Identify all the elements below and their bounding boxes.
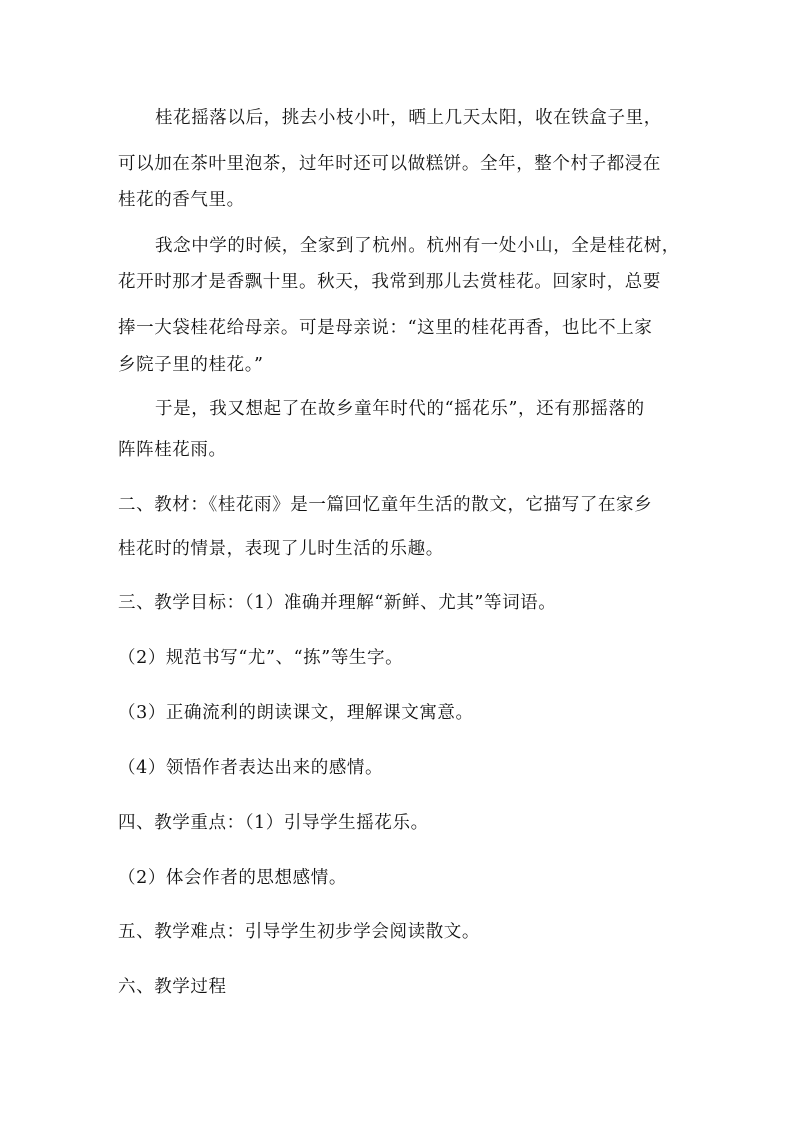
section-4-heading: 四、教学重点：（1）引导学生摇花乐。 (118, 813, 429, 833)
section-3-item-2: （2）规范书写“尤”、“拣”等生字。 (118, 648, 404, 668)
paragraph-3-line-2: 阵阵桂花雨。 (118, 440, 227, 460)
section-4-item-2: （2）体会作者的思想感情。 (118, 868, 347, 888)
paragraph-2-line-3: 捧一大袋桂花给母亲。可是母亲说：“这里的桂花再香，也比不上家 (118, 318, 653, 338)
paragraph-1-line-2: 可以加在茶叶里泡茶，过年时还可以做糕饼。全年，整个村子都浸在 (118, 154, 661, 174)
section-3-heading: 三、教学目标：（1）准确并理解“新鲜、尤其”等词语。 (118, 593, 557, 613)
paragraph-2-line-2: 花开时那才是香飘十里。秋天，我常到那儿去赏桂花。回家时，总要 (118, 272, 661, 292)
section-6-heading: 六、教学过程 (118, 977, 227, 997)
paragraph-3-line-1: 于是，我又想起了在故乡童年时代的“摇花乐”，还有那摇落的 (155, 399, 645, 419)
section-2-line-1: 二、教材：《桂花雨》是一篇回忆童年生活的散文，它描写了在家乡 (118, 495, 653, 515)
section-3-item-4: （4）领悟作者表达出来的感情。 (118, 758, 384, 778)
paragraph-2-line-1: 我念中学的时候，全家到了杭州。杭州有一处小山，全是桂花树， (155, 236, 680, 256)
paragraph-1-line-1: 桂花摇落以后，挑去小枝小叶，晒上几天太阳，收在铁盒子里， (155, 108, 662, 128)
section-5-line: 五、教学难点：引导学生初步学会阅读散文。 (118, 922, 480, 942)
paragraph-2-line-4: 乡院子里的桂花。” (118, 355, 264, 375)
paragraph-1-line-3: 桂花的香气里。 (118, 190, 245, 210)
section-3-item-3: （3）正确流利的朗读课文，理解课文寓意。 (118, 703, 474, 723)
section-2-line-2: 桂花时的情景，表现了儿时生活的乐趣。 (118, 539, 444, 559)
